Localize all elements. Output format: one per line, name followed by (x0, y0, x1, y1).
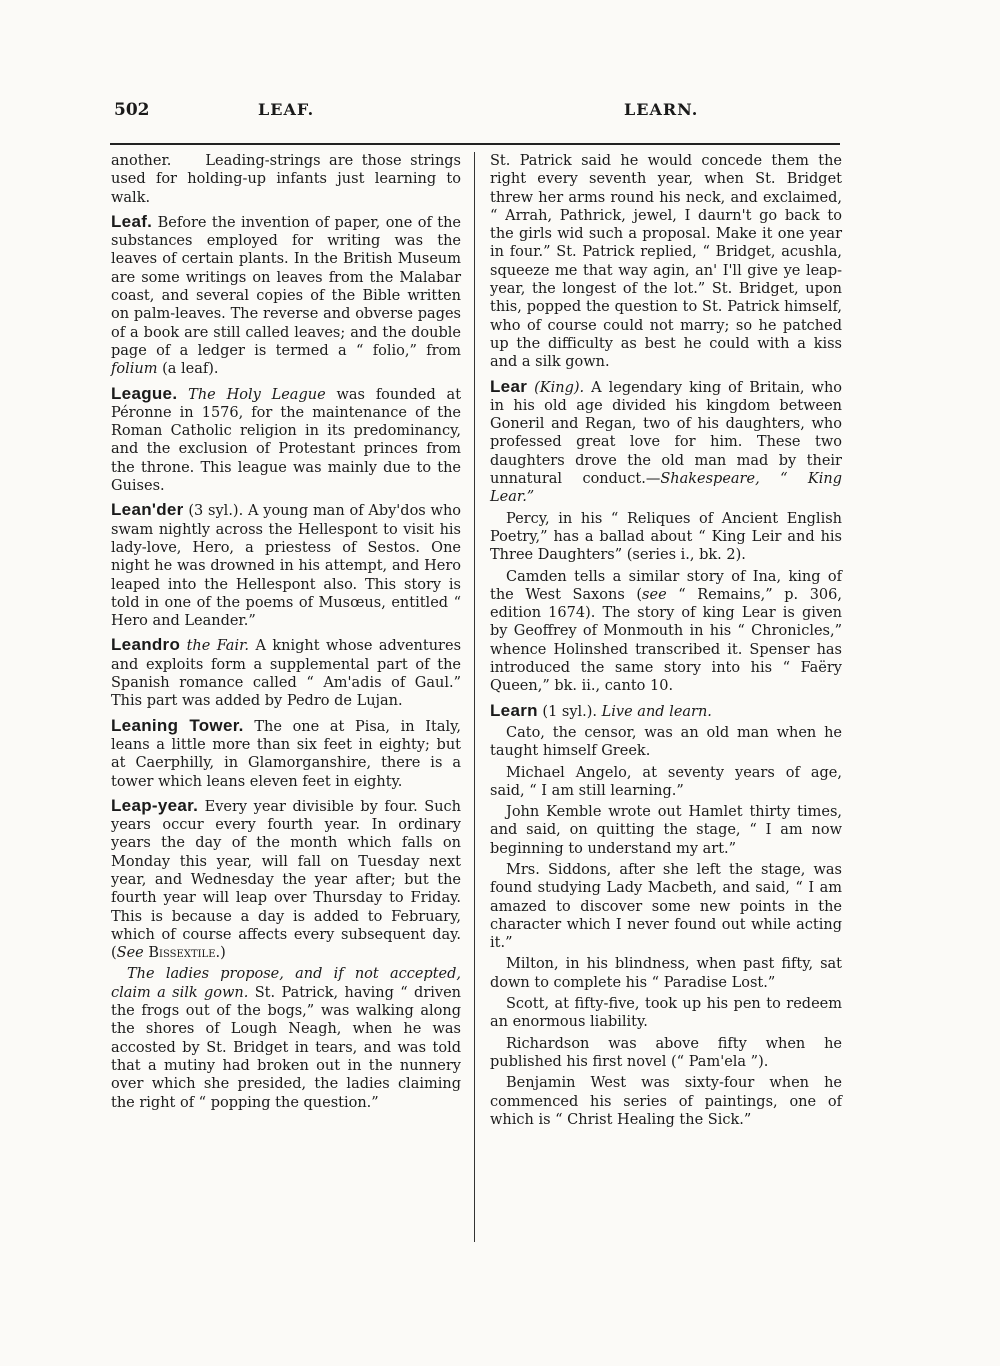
paragraph-scott: Scott, at fifty-five, took up his pen to redeem an enormous liability. (490, 996, 842, 1031)
headword-leandro: Leandro (111, 635, 181, 655)
entry-league: League. The Holy League was founded at Péronne in 1576, for the maintenance of the Roman Catholic religion in its predominancy, and the exclusion of Protestant princes from the throne. This league was mainly due to the Guises. (111, 383, 462, 495)
entry-leap-year: Leap-year. Every year divisible by four. Such years occur every fourth year. In ordinary years the day of the month which falls on Monday this year, will fall on Tuesday next year, and Wednesday the year after; but the fourth year will leap over Thursday to Friday. This is because a day is added to February, which of course affects every subsequent day. (See Bissextile.) (111, 795, 462, 962)
running-head-right: LEARN. (624, 100, 699, 119)
paragraph-kemble: John Kemble wrote out Hamlet thirty times, and said, on quitting the stage, “ I am now beginning to understand my art.” (490, 804, 842, 857)
column-divider (474, 152, 475, 1242)
paragraph-camden: Camden tells a similar story of Ina, king of the West Saxons (see “ Remains,” p. 306, edition 1674). The story of king Lear is given by Geoffrey of Monmouth in his “ Chronicles,” whence Holinshed transcribed it. Spenser has introduced the same story into his “ Faëry Queen,” bk. ii., canto 10. (490, 568, 842, 695)
right-column (490, 152, 842, 1132)
running-head-left: LEAF. (258, 100, 315, 119)
paragraph-west: Benjamin West was sixty-four when he commenced his series of paintings, one of which is “ Christ Healing the Sick.” (490, 1075, 842, 1128)
entry-leading-strings: another. Leading-strings are those strings used for holding-up infants just learning to walk. (111, 153, 462, 206)
headword-leap-year: Leap-year. (111, 795, 199, 815)
paragraph-richardson: Richardson was above fifty when he published his first novel (“ Pam'ela ”). (490, 1035, 842, 1070)
paragraph-milton: Milton, in his blindness, when past fifty, sat down to complete his “ Paradise Lost.” (490, 956, 842, 991)
entry-leander: Lean'der (3 syl.). A young man of Aby'dos who swam nightly across the Hellespont to visit his lady-love, Hero, a priestess of Sestos. One night he was drowned in his attempt, and Hero leaped into the Hellespont also. This story is told in one of the poems of Musœus, entitled “ Hero and Leander.” (111, 500, 462, 630)
entry-leandro: Leandro the Fair. A knight whose adventures and exploits form a supplemental part of the Spanish romance called “ Am'adis of Gaul.” This part was added by Pedro de Lujan. (111, 635, 462, 710)
cross-reference-bissextile: Bissextile (148, 945, 216, 962)
entry-leap-year-continued: St. Patrick said he would concede them the right every seventh year, when St. Bridget threw her arms round his neck, and exclaimed, “ Arrah, Pathrick, jewel, I daurn't go back to the girls wid such a proposal. Make it one year in four.” St. Patrick replied, “ Bridget, acushla, squeeze me that way agin, an' I'll give ye leap-year, the longest of the lot.” St. Bridget, upon this, popped the question to St. Patrick himself, who of course could not marry; so he patched up the difficulty as best he could with a kiss and a silk gown. (490, 153, 842, 371)
entry-leaf: Leaf. Before the invention of paper, one of the substances employed for writing was the leaves of certain plants. In the British Museum are some writings on leaves from the Malabar coast, and several copies of the Bible written on palm-leaves. The reverse and obverse pages of a book are still called leaves; and the double page of a ledger is termed a “ folio,” from folium (a leaf). (111, 211, 462, 378)
header-rule (110, 143, 840, 145)
headword-lear: Lear (490, 376, 528, 396)
page-header (110, 100, 890, 128)
entry-ladies-propose: The ladies propose, and if not accepted, claim a silk gown. St. Patrick, having “ driven the frogs out of the bogs,” was walking along the shores of Lough Neagh, when he was accosted by St. Bridget in tears, and was told that a mutiny had broken out in the nunnery over which she presided, the ladies claiming the right of “ popping the question.” (111, 966, 461, 1111)
entry-learn: Learn (1 syl.). Live and learn. (490, 700, 712, 720)
left-column (111, 152, 461, 1115)
paragraph-percy: Percy, in his “ Reliques of Ancient English Poetry,” has a ballad about “ King Leir and his Three Daughters” (series i., bk. 2). (490, 510, 842, 564)
paragraph-michael-angelo: Michael Angelo, at seventy years of age, said, “ I am still learning.” (490, 764, 842, 799)
page-number: 502 (114, 100, 150, 120)
entry-lear: Lear (King). A legendary king of Britain, who in his old age divided his kingdom between Goneril and Regan, two of his daughters, who professed great love for him. These two daughters drove the old man mad by their unnatural conduct.—Shakespeare, “ King Lear.” (490, 376, 843, 506)
headword-leander: Lean'der (111, 500, 184, 520)
headword-leaf: Leaf. (111, 211, 153, 231)
paragraph-siddons: Mrs. Siddons, after she left the stage, was found studying Lady Macbeth, and said, “ I am amazed to discover some new points in the character which I never found out while acting it.” (490, 861, 842, 952)
paragraph-cato: Cato, the censor, was an old man when he taught himself Greek. (490, 724, 842, 760)
headword-league: League. (111, 383, 178, 403)
headword-leaning-tower: Leaning Tower. (111, 715, 244, 735)
entry-leaning-tower: Leaning Tower. The one at Pisa, in Italy, leans a little more than six feet in eighty; but at Caerphilly, in Glamorganshire, there is a tower which leans eleven feet in eighty. (111, 715, 461, 790)
headword-learn: Learn (490, 700, 538, 720)
